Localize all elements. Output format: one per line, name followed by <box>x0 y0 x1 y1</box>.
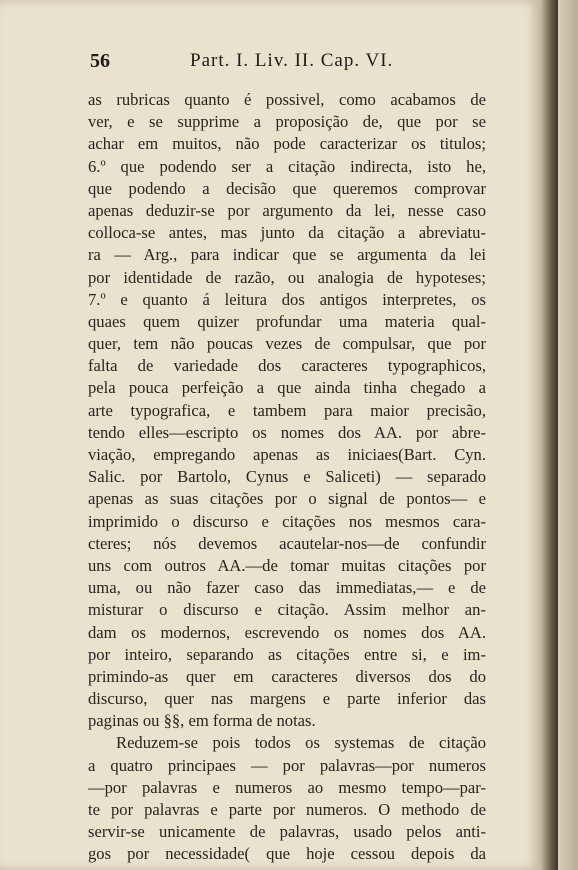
page-header <box>90 50 490 74</box>
page-number: 56 <box>90 50 110 72</box>
text-line: ra — Arg., para indicar que se argumenta da lei <box>88 245 486 265</box>
text-line: que podendo a decisão que queremos comprovar <box>88 178 486 198</box>
text-line: uns com outros AA.—de tomar muitas citações por <box>88 555 486 575</box>
text-line: —por palavras e numeros ao mesmo tempo—par- <box>88 777 486 797</box>
text-line: achar em muitos, não pode caracterizar os titulos; <box>88 134 486 154</box>
text-line: imprimido o discurso e citações nos mesmos cara- <box>88 511 486 531</box>
text-line: uma, ou não fazer caso das immediatas,— e de <box>88 578 486 598</box>
text-line: arte typografica, e tambem para maior precisão, <box>88 400 486 420</box>
text-line: ver, e se supprime a proposição de, que por se <box>88 112 486 132</box>
text-line: as rubricas quanto é possivel, como acabamos de <box>88 90 486 109</box>
text-line: tendo elles—escripto os nomes dos AA. por abre- <box>88 422 486 442</box>
book-spine <box>540 0 558 870</box>
text-line: por inteiro, separando as citações entre si, e im- <box>88 644 486 664</box>
text-line: discurso, quer nas margens e parte inferior das <box>88 689 486 709</box>
text-line: gos por necessidade( que hoje cessou depois da <box>88 844 486 864</box>
text-line: te por palavras e parte por numeros. O methodo de <box>88 800 486 819</box>
text-line: apenas deduzir-se por argumento da lei, nesse caso <box>88 200 486 220</box>
text-line: Salic. por Bartolo, Cynus e Saliceti) — separado <box>88 467 486 487</box>
facing-page-edge <box>558 0 578 870</box>
text-line: viação, empregando apenas as iniciaes(Bart. Cyn. <box>88 445 486 464</box>
text-line: a quatro principaes — por palavras—por numeros <box>88 755 486 775</box>
text-line: quer, tem não poucas vezes de compulsar, que por <box>88 334 486 354</box>
text-line: cteres; nós devemos acautelar-nos—de confundir <box>88 533 486 553</box>
text-line: primindo-as quer em caracteres diversos dos do <box>88 666 486 686</box>
text-line: quaes quem quizer profundar uma materia qual- <box>88 311 486 331</box>
text-line: por identidade de razão, ou analogia de hypoteses; <box>88 267 486 287</box>
text-line: servir-se unicamente de palavras, usado pelos anti- <box>88 822 486 842</box>
text-line: 6.º que podendo ser a citação indirecta, isto he, <box>88 156 486 176</box>
text-line: 7.º e quanto á leitura dos antigos interpretes, os <box>88 289 486 309</box>
text-line: dam os modernos, escrevendo os nomes dos AA. <box>88 622 486 642</box>
text-line: paginas ou §§, em forma de notas. <box>88 711 316 731</box>
text-line: colloca-se antes, mas junto da citação a abreviatu- <box>88 223 486 243</box>
text-line: misturar o discurso e citação. Assim melhor an- <box>88 600 486 620</box>
body-text <box>88 89 486 866</box>
text-line: falta de variedade dos caracteres typographicos, <box>88 356 486 376</box>
text-line: apenas as suas citações por o signal de pontos— e <box>88 489 486 509</box>
text-line: Reduzem-se pois todos os systemas de citação <box>116 733 486 753</box>
text-line: pela pouca perfeição a que ainda tinha chegado a <box>88 378 486 398</box>
running-head: Part. I. Liv. II. Cap. VI. <box>190 50 394 71</box>
